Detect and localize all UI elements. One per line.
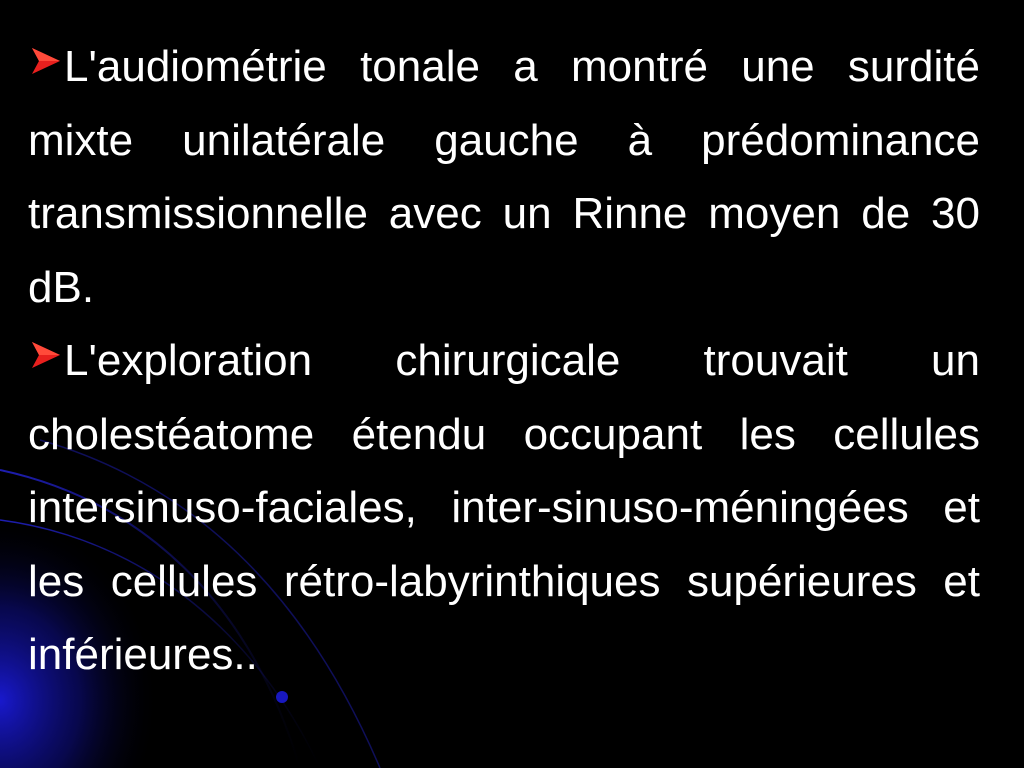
bullet-item-2 <box>28 324 980 692</box>
bullet-item-1 <box>28 30 980 324</box>
dot-icon <box>276 691 288 703</box>
red-arrow-bullet-icon <box>28 39 64 83</box>
red-arrow-bullet-icon <box>28 333 64 377</box>
bullet-list <box>28 30 980 692</box>
bullet-text-1: L'audiométrie tonale a montré une surdité mixte unilatérale gauche à prédominance transmissionnelle avec un Rinne moyen de 30 dB. <box>28 42 980 312</box>
bullet-text-2: L'exploration chirurgicale trouvait un cholestéatome étendu occupant les cellules intersinuso-faciales, inter-sinuso-méningées et les cellules rétro-labyrinthiques supérieures et inférieures.. <box>28 336 980 679</box>
